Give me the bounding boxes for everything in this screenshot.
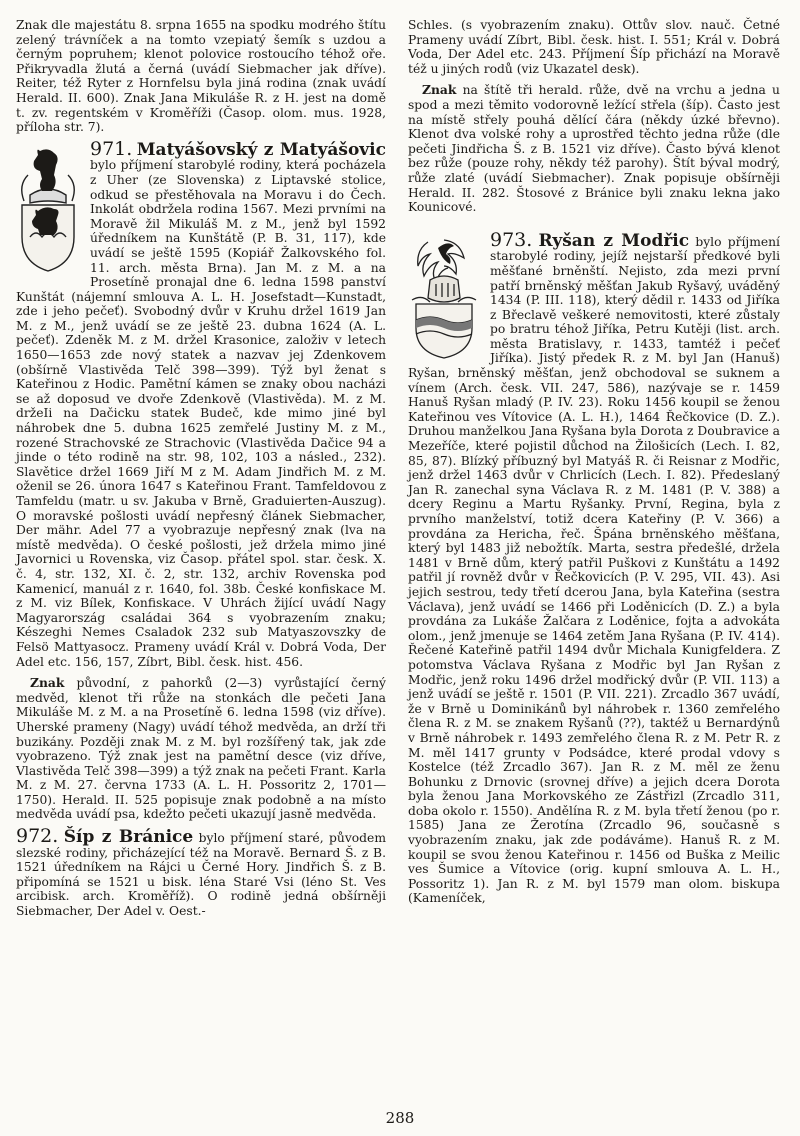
znak-label: Znak [422, 82, 457, 98]
znak-paragraph-971 [16, 676, 386, 822]
left-column [16, 18, 386, 919]
paragraph-continuation: Znak dle majestátu 8. srpna 1655 na spodku modrého štítu zelený trávníček a na tomto vzepiatý šemík s uzdou a černým popruhem; klenot polovice rostoucího téhož oře. Přikryvadla žlutá a černá (uvádí Siebmacher jak dříve). Reiter, též Ryter z Hornfelsu byla jiná rodina (znak uvádí Herald. II. 600). Znak Jana Mikuláše R. z H. jest na domě t. zv. regentském v Kroměříži (Časop. olom. mus. 1928, příloha str. 7). [16, 18, 386, 135]
entry-title: Ryšan z Modřic [538, 230, 690, 251]
entry-title: Šíp z Bránice [63, 827, 194, 848]
page-number: 288 [385, 1109, 415, 1127]
right-column [408, 18, 780, 906]
znak-text: na štítě tři herald. růže, dvě na vrchu a jedna u spod a mezi těmito vodorovně ležící střela (šíp). Často jest na místě střely pouhá dělící čára (někdy úzké břevno). Klenot dva volské rohy a uprostřed těchto jedna růže (dle pečeti Jindřicha Š. z B. 1521 viz dříve). Často bývá klenot bez růže (pouze rohy, někdy též parohy). Štít býval modrý, růže zlaté (uvádí Siebmacher). Znak popisuje obšírněji Herald. II. 282. Štosové z Bránice byli znaku lekna jako Kounicové. [408, 83, 780, 215]
entry-body: bylo příjmení starobylé rodiny, jejíž nejstarší předkové byli měšťané brněnští. Nejisto, zda mezi první patří brněnský měšťan Jakub Ryšavý, uváděný 1434 (P. III. 118), který dědil r. 1433 od Jiříka z Břeclavě veškeré nemovitosti, které zůstaly po bratru téhož Jiříka, Petru Kutěji (list. arch. města Bratislavy, r. 1433, tamtéž i pečeť Jiříka). Jistý předek R. z M. byl Jan (Hanuš) Ryšan, brněnský měšťan, jenž obchodoval se suknem a vínem (Arch. česk. VII. 247, 586), nazývaje se r. 1459 Hanuš Ryšan mladý (P. IV. 23). Roku 1456 koupil se ženou Kateřinou ves Vítovice (A. L. H.), 1464 Řečkovice (D. Z.). Druhou manželkou Jana Ryšana byla Dorota z Doubravice a Mezeříče, které pojistil důchod na Žilošicích (Lech. I. 82, 85, 87). Blízký příbuzný byl Matyáš R. či Reisnar z Modřic, jenž držel 1463 dvůr v Chrlicích (Lech. I. 82). Předeslaný Jan R. zanechal syna Václava R. z M. 1481 (P. V. 388) a dcery Reginu a Martu Ryšanky. První, Regina, byla z prvního manželství, totiž dcera Kateřiny (P. V. 366) a provdána za Hericha, řeč. Špána brněnského měšťana, který byl 1483 již nebožtík. Marta, sestra předešlé, držela 1481 v Brně dům, který patřil Puškovi z Kunštátu a 1492 patřil jí rovněž dvůr v Řečkovicích (P. V. 295, VII. 43). Asi jejich sestrou, tedy třetí dcerou Jana, byla Kateřina (sestra Václava), jenž uvádí se 1466 při Loděnicích (D. Z.) a byla provdána za Lukáše Žalčara z Loděnice, fojta a advokáta olom., jenž jmenuje se 1464 zetěm Jana Ryšana (P. IV. 414). Řečené Kateřině patřil 1494 dvůr Michala Kunigfeldera. Z potomstva Václava Ryšana z Modřic byl Jan Ryšan z Modřic, jenž roku 1496 držel modřický dvůr (P. VII. 113) a jenž uvádí se ještě r. 1501 (P. VII. 221). Zrcadlo 367 uvádí, že v Brně u Dominikánů byl náhrobek r. 1360 zemřelého člena R. z M. se znakem Ryšanů (??), taktéž u Bernardýnů v Brně náhrobek r. 1493 zemřelého člena R. z M. Petr R. z M. měl 1417 grunty v Podsádce, které prodal vdovy s Kostelce (též Zrcadlo 367). Jan R. z M. měl ze ženu Bohunku z Drnovic (srovnej dříve) a jejich dcera Dorota byla ženou Jana Morkovského ze Zástřizl (Zrcadlo 311, doba okolo r. 1550). Andělína R. z M. byla třetí ženou (po r. 1585) Jana ze Žerotína (Zrcadlo 96, současně s vyobrazením znaku, jak zde podáváme). Hanuš R. z M. koupil se svou ženou Kateřinou r. 1456 od Buška z Meilic ves Šumice a Vítovice (orig. kupní smlouva A. L. H., Possoritz 1). Jan R. z M. byl 1579 man olom. biskupa (Kameníček, [408, 234, 780, 906]
entry-973 [408, 228, 780, 906]
entry-body: bylo příjmení starobylé rodiny, která pocházela z Uher (ze Slovenska) z Liptavské stolice, odkud se přestěhovala na Moravu i do Čech. Inkolát obdržela rodina 1567. Mezi prvními na Moravě žil Mikuláš M. z M., jenž byl 1592 úředníkem na Kunštátě (P. B. 31, 117), kde uvádí se ještě 1595 (Kopiář Žalkovského fol. 11. arch. města Brna). Jan M. z M. a na Prosetíně pronajal dne 6. ledna 1598 panství Kunštát (nájemní smlouva A. L. H. Josefstadt—Kunstadt, zde i jeho pečeť). Svobodný dvůr v Kruhu držel 1619 Jan M. z M., jenž uvádí se ze ještě 23. dubna 1624 (A. L. pečeť). Zdeněk M. z M. držel Krasonice, založiv v letech 1650—1653 zde nový statek a nazvav jej Zdenkovem (obšírně Vlastivěda Telč 398—399). Týž byl ženat s Kateřinou z Hodic. Pamětní kámen se znaky obou nacházi se až doposud ve dvoře Zdenkově (Vlastivěda). M. z M. držeIi na Dačicku statek Budeč, kde mimo jiné byl náhrobek dne 5. dubna 1625 zemřelé Justiny M. z M., rozené Strachovské ze Strachovic (Vlastivěda Dačice 94 a jinde o této rodině na str. 98, 102, 103 a násled., 232). Slavětice držel 1669 Jiří M z M. Adam Jindřich M. z M. oženil se 26. února 1647 s Kateřinou Frant. Tamfeldovou z Tamfeldu (matr. u sv. Jakuba v Brně, Graduierten-Auszug). O moravské pošlosti uvádí nepřesný článek Siebmacher, Der mähr. Adel 77 a vyobrazuje nepřesný znak (lva na místě medvěda). O české pošlosti, jež držela mimo jiné Javornici u Rovenska, viz Časop. přátel spol. star. česk. X. č. 4, str. 132, XI. č. 2, str. 132, archiv Rovenska pod Kamenicí, manuál z r. 1640, fol. 38b. České konfiskace M. z M. viz Bílek, Konfiskace. V Uhrách žijící uvádí Nagy Magyarország családai 364 s vyobrazením znaku; Készeghi Nemes Csaladok 232 sub Matyaszovszky de Felsö Mattyasocz. Prameny uvádí Král v. Dobrá Voda, Der Adel etc. 156, 157, Zíbrt, Bibl. česk. hist. 456. [16, 158, 386, 669]
entry-number: 971. [90, 137, 133, 160]
entry-971 [16, 137, 386, 822]
entry-972 [16, 825, 386, 919]
entry-number: 973. [490, 228, 533, 251]
entry-title: Matyášovský z Matyášovic [136, 139, 386, 160]
znak-text: původní, z pahorků (2—3) vyrůstající černý medvěd, klenot tři růže na stonkách dle pečeti Jana Mikuláše M. z M. a na Prosetíně 6. ledna 1598 (viz dříve). Uherské prameny (Nagy) uvádí téhož medvěda, an drží tři buzikány. Později znak M. z M. byl rozšířený tak, jak zde vyobrazeno. Týž znak jest na pamětní desce (viz dříve, Vlastivěda Telč 398—399) a týž znak na pečeti Frant. Karla M. z M. 27. června 1733 (A. L. H. Possoritz 2, 1701—1750). Herald. II. 525 popisuje znak podobně a na místo medvěda uvádí psa, kdežto pečeti ukazují jasně medvěda. [16, 676, 386, 822]
entry-972-continuation: Schles. (s vyobrazením znaku). Ottův slov. nauč. Četné Prameny uvádí Zíbrt, Bibl. česk. hist. I. 551; Král v. Dobrá Voda, Der Adel etc. 243. Příjmení Šíp přichází na Moravě též u jiných rodů (viz Ukazatel desk). [408, 18, 780, 76]
wing-helmet-coat-of-arms-icon [408, 236, 480, 360]
crest-971 [16, 145, 80, 273]
entry-body: bylo příjmení staré, původem slezské rodiny, přicházející též na Moravě. Bernard Š. z B. 1521 úředníkem na Rájci u Černé Hory. Jindřich Š. z B. připomíná se 1521 u bisk. léna Staré Vsi (léno St. Ves arcibisk. arch. Kroměříž). O rodině jedná obšírněji Siebmacher, Der Adel v. Oest.- [16, 831, 386, 919]
znak-paragraph-972 [408, 83, 780, 214]
znak-label: Znak [30, 675, 65, 691]
entry-972-text [16, 825, 386, 919]
entry-number: 972. [16, 825, 59, 848]
crest-973 [408, 236, 480, 360]
bear-coat-of-arms-icon [16, 145, 80, 273]
